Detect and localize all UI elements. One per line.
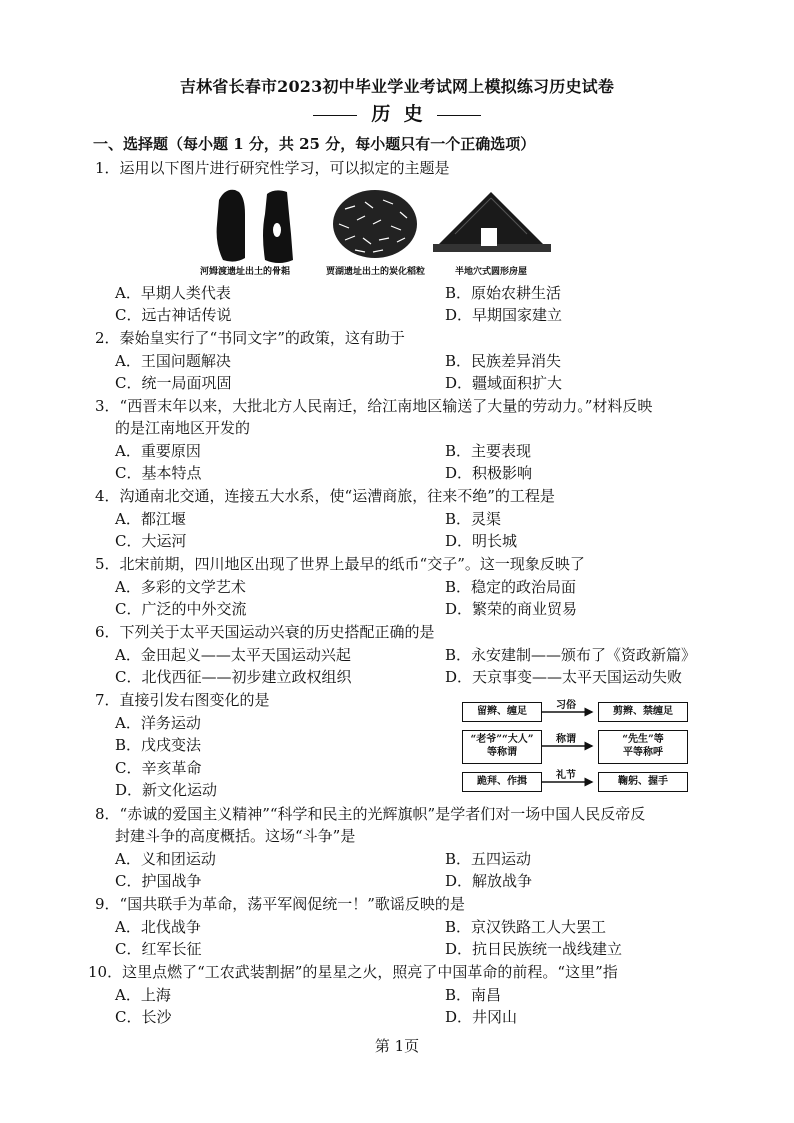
- q6-option-c[interactable]: C．北伐西征——初步建立政权组织: [115, 668, 352, 686]
- q5-option-d[interactable]: D．繁荣的商业贸易: [445, 600, 578, 618]
- q9-option-c[interactable]: C．红军长征: [115, 940, 202, 958]
- section-heading: 一、选择题（每小题 1 分，共 25 分，每小题只有一个正确选项）: [93, 135, 536, 153]
- custom-label: 习俗: [556, 700, 576, 711]
- caption-bone-spade: 河姆渡遗址出土的骨耜: [200, 267, 291, 277]
- round-hut-image: [433, 192, 551, 252]
- q1-option-a[interactable]: A．早期人类代表: [115, 284, 231, 302]
- custom-old-box: 留辫、缠足: [462, 702, 542, 722]
- question-7-stem: 7．直接引发右图变化的是: [95, 691, 270, 709]
- q7-option-d[interactable]: D．新文化运动: [115, 781, 218, 799]
- q6-option-a[interactable]: A．金田起义——太平天国运动兴起: [115, 646, 351, 664]
- q2-option-c[interactable]: C．统一局面巩固: [115, 374, 232, 392]
- artifact-figure: [205, 184, 575, 268]
- question-6-stem: 6．下列关于太平天国运动兴衰的历史搭配正确的是: [95, 623, 435, 641]
- bone-spade-image: [217, 190, 293, 263]
- artifact-images: [205, 184, 575, 268]
- q1-option-d[interactable]: D．早期国家建立: [445, 306, 563, 324]
- question-4-stem: 4．沟通南北交通，连接五大水系，使“运漕商旅，往来不绝”的工程是: [95, 487, 555, 505]
- q9-option-d[interactable]: D．抗日民族统一战线建立: [445, 940, 623, 958]
- q3-option-d[interactable]: D．积极影响: [445, 464, 533, 482]
- q10-option-d[interactable]: D．井冈山: [445, 1008, 518, 1026]
- q2-option-b[interactable]: B．民族差异消失: [445, 352, 562, 370]
- q4-option-c[interactable]: C．大运河: [115, 532, 187, 550]
- q7-option-c[interactable]: C．辛亥革命: [115, 759, 202, 777]
- title-label: 称谓: [556, 734, 576, 745]
- question-1-stem: 1．运用以下图片进行研究性学习，可以拟定的主题是: [95, 159, 450, 177]
- title-old-box: “老爷”“大人” 等称谓: [462, 730, 542, 764]
- q7-option-b[interactable]: B．戊戌变法: [115, 736, 202, 754]
- q1-option-c[interactable]: C．远古神话传说: [115, 306, 232, 324]
- rice-grains-image: [333, 190, 417, 258]
- q2-option-a[interactable]: A．王国问题解决: [115, 352, 231, 370]
- q8-option-a[interactable]: A．义和团运动: [115, 850, 216, 868]
- question-8-stem-cont: 封建斗争的高度概括。这场“斗争”是: [115, 827, 356, 845]
- q8-option-c[interactable]: C．护国战争: [115, 872, 202, 890]
- etiquette-label: 礼节: [556, 770, 576, 781]
- question-8-stem: 8．“赤诚的爱国主义精神”“科学和民主的光辉旗帜”是学者们对一场中国人民反帝反: [95, 805, 646, 823]
- caption-round-hut: 半地穴式圆形房屋: [455, 267, 528, 277]
- custom-new-box: 剪辫、禁缠足: [598, 702, 688, 722]
- subject-heading: [0, 99, 794, 126]
- q5-option-a[interactable]: A．多彩的文学艺术: [115, 578, 246, 596]
- question-10-stem: 10．这里点燃了“工农武装割据”的星星之火，照亮了中国革命的前程。“这里”指: [88, 963, 618, 981]
- right-rule: [437, 115, 481, 116]
- etiquette-old-box: 跪拜、作揖: [462, 772, 542, 792]
- etiquette-new-box: 鞠躬、握手: [598, 772, 688, 792]
- q6-option-b[interactable]: B．永安建制——颁布了《资政新篇》: [445, 646, 697, 664]
- exam-title: 吉林省长春市2023初中毕业学业考试网上模拟练习历史试卷: [179, 77, 615, 96]
- q3-option-c[interactable]: C．基本特点: [115, 464, 202, 482]
- q4-option-a[interactable]: A．都江堰: [115, 510, 186, 528]
- q5-option-c[interactable]: C．广泛的中外交流: [115, 600, 247, 618]
- subject-label: 历 史: [371, 103, 423, 125]
- q3-option-a[interactable]: A．重要原因: [115, 442, 201, 460]
- page-number: 第 1页: [374, 1037, 420, 1055]
- q4-option-d[interactable]: D．明长城: [445, 532, 518, 550]
- q2-option-d[interactable]: D．疆域面积扩大: [445, 374, 563, 392]
- caption-rice-grains: 贾湖遗址出土的炭化稻粒: [326, 267, 426, 277]
- q4-option-b[interactable]: B．灵渠: [445, 510, 502, 528]
- q10-option-a[interactable]: A．上海: [115, 986, 171, 1004]
- q9-option-a[interactable]: A．北伐战争: [115, 918, 201, 936]
- q8-option-b[interactable]: B．五四运动: [445, 850, 532, 868]
- question-5-stem: 5．北宋前期，四川地区出现了世界上最早的纸币“交子”。这一现象反映了: [95, 555, 585, 573]
- q3-option-b[interactable]: B．主要表现: [445, 442, 532, 460]
- q10-option-b[interactable]: B．南昌: [445, 986, 502, 1004]
- change-diagram: [460, 696, 690, 796]
- q1-option-b[interactable]: B．原始农耕生活: [445, 284, 562, 302]
- q7-option-a[interactable]: A．洋务运动: [115, 714, 201, 732]
- q9-option-b[interactable]: B．京汉铁路工人大罢工: [445, 918, 607, 936]
- question-3-stem-cont: 的是江南地区开发的: [115, 419, 251, 437]
- q8-option-d[interactable]: D．解放战争: [445, 872, 533, 890]
- q6-option-d[interactable]: D．天京事变——太平天国运动失败: [445, 668, 683, 686]
- question-3-stem: 3．“西晋末年以来，大批北方人民南迁，给江南地区输送了大量的劳动力。”材料反映: [95, 397, 653, 415]
- question-2-stem: 2．秦始皇实行了“书同文字”的政策，这有助于: [95, 329, 405, 347]
- question-9-stem: 9．“国共联手为革命，荡平军阀促统一！”歌谣反映的是: [95, 895, 465, 913]
- q5-option-b[interactable]: B．稳定的政治局面: [445, 578, 577, 596]
- title-new-box: “先生”等 平等称呼: [598, 730, 688, 764]
- left-rule: [313, 115, 357, 116]
- q10-option-c[interactable]: C．长沙: [115, 1008, 172, 1026]
